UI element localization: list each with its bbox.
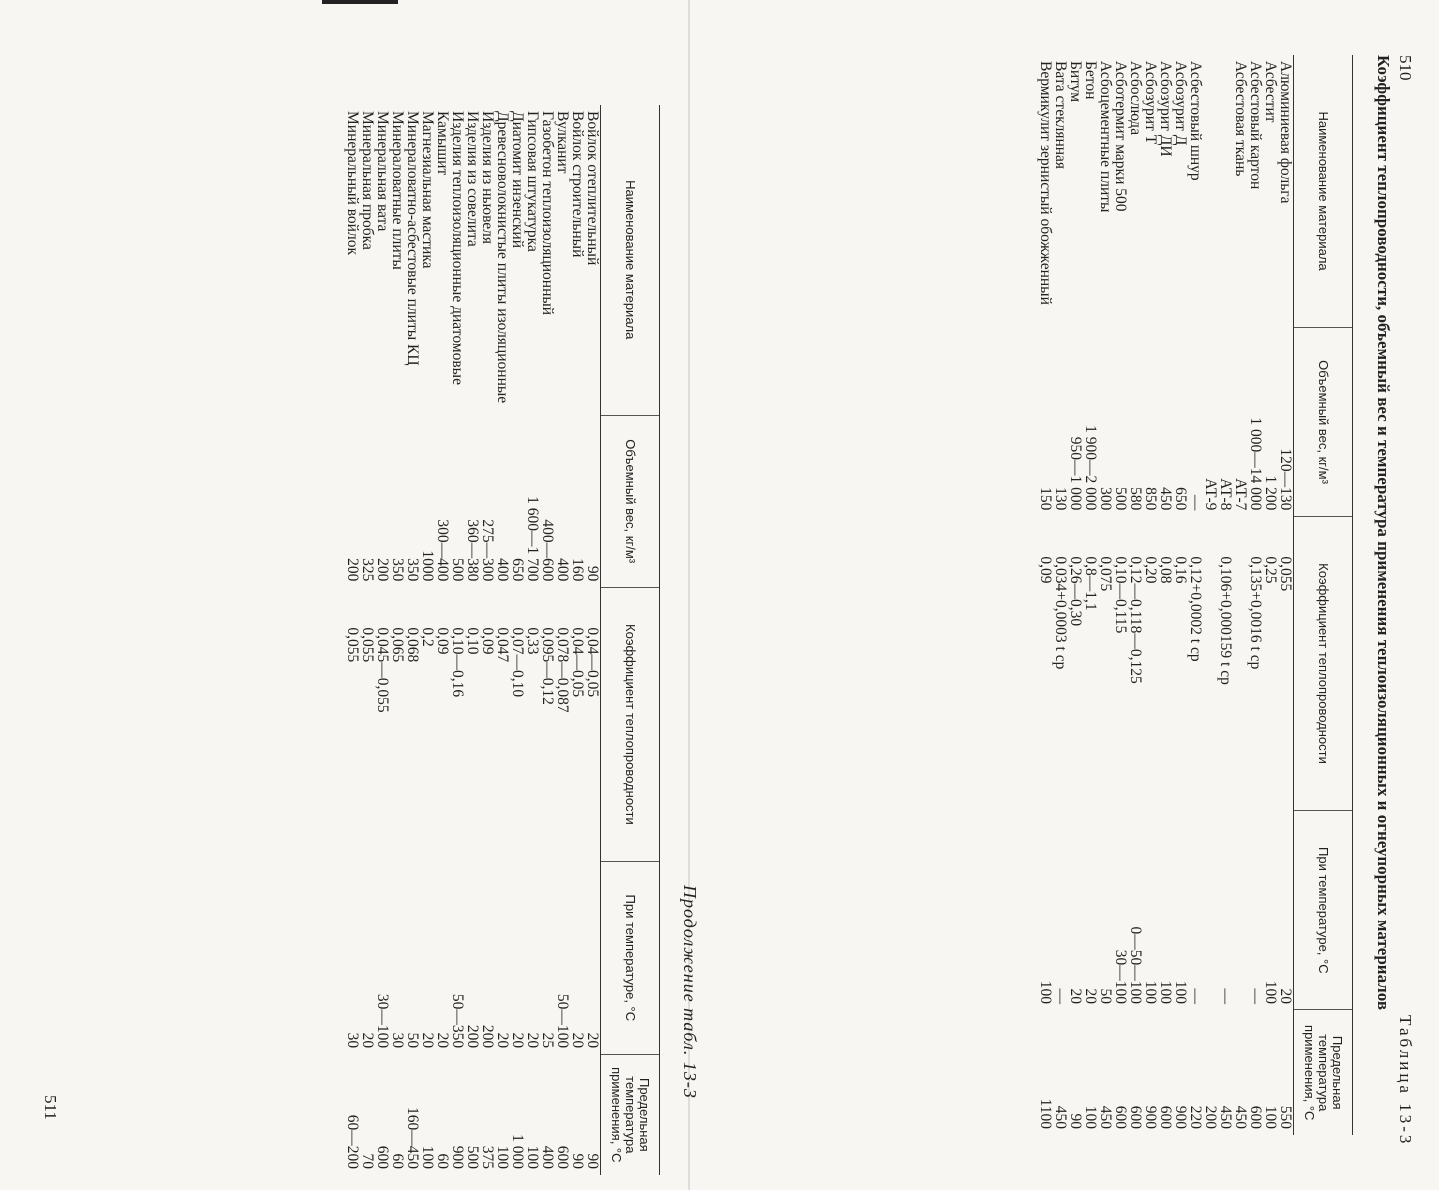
cell-limit: 1 000 <box>509 1134 526 1169</box>
cell-coef: 0,12—0,118—0,125 <box>1127 556 1144 684</box>
table-row <box>1038 55 1053 1135</box>
cell-limit: 70 <box>359 1153 376 1169</box>
cell-name: Асбестовый картон <box>1247 61 1264 190</box>
material-table <box>1038 55 1353 1135</box>
cell-limit: 450 <box>1097 1105 1114 1129</box>
table-row <box>435 105 450 1175</box>
cell-temp <box>1233 811 1248 1010</box>
cell-density: 200 <box>344 558 361 582</box>
table-row <box>510 105 525 1175</box>
cell-coef: 0,25 <box>1262 556 1279 584</box>
cell-temp: — <box>1247 988 1264 1004</box>
cell-temp: 20 <box>524 1032 541 1049</box>
cell-limit: 450 <box>1232 1105 1249 1129</box>
cell-name: Войлок строительный <box>569 111 586 258</box>
header-limit: Предельная температура применения, °С <box>1294 1010 1353 1135</box>
cell-coef: 0,135+0,0016 t ср <box>1247 556 1264 670</box>
table-row <box>1113 55 1128 1135</box>
cell-temp: 100 <box>1262 980 1279 1004</box>
cell-limit: 600 <box>374 1145 391 1169</box>
cell-density: 350 <box>389 558 406 582</box>
cell-coef <box>1233 516 1248 810</box>
table-row <box>1248 55 1263 1135</box>
cell-temp: 20 <box>509 1032 526 1049</box>
header-name: Наименование материала <box>601 105 660 415</box>
cell-name: Бетон <box>1082 61 1099 100</box>
cell-density: 1 000—14 000 <box>1247 417 1264 511</box>
cell-name: Асбестовый шнур <box>1187 61 1204 181</box>
cell-density: 580 <box>1127 487 1144 511</box>
table-row <box>450 105 465 1175</box>
cell-limit: 600 <box>1127 1105 1144 1129</box>
cell-density: 1000 <box>419 550 436 582</box>
table-row <box>585 105 601 1175</box>
cell-name: Асбослюда <box>1127 61 1144 136</box>
cell-density: — <box>1187 494 1204 511</box>
cell-coef: 0,065 <box>389 627 406 663</box>
cell-temp: 50 <box>1097 988 1114 1004</box>
table-row <box>1218 55 1233 1135</box>
cell-coef: 0,09 <box>479 627 496 655</box>
table-title: Коэффициент теплопроводности, объемный вес и температура применения теплоизоляционных и огнеупорных материалов <box>1374 55 1393 1011</box>
cell-coef: 0,10 <box>464 627 481 655</box>
cell-density: АТ-9 <box>1202 478 1219 511</box>
cell-coef: 0,8—1,1 <box>1082 556 1099 611</box>
cell-name: Асбозурит Д <box>1172 61 1189 146</box>
cell-limit: 1100 <box>1037 1098 1054 1129</box>
cell-coef: 0,10—0,16 <box>449 627 466 698</box>
cell-coef: 0,068 <box>404 627 421 663</box>
cell-name <box>1218 55 1233 328</box>
page-510 <box>770 55 1415 1165</box>
cell-coef: 0,10—0,115 <box>1112 556 1129 634</box>
cell-temp: 20 <box>359 1032 376 1049</box>
cell-density: АТ-7 <box>1232 478 1249 511</box>
cell-limit: 60 <box>434 1153 451 1169</box>
cell-density: 90 <box>584 565 601 582</box>
table-row <box>1068 55 1083 1135</box>
cell-temp: 30—100 <box>374 993 391 1049</box>
cell-temp: 100 <box>1157 980 1174 1004</box>
scan-mark <box>322 0 398 4</box>
table-row <box>465 105 480 1175</box>
cell-temp <box>1203 811 1218 1010</box>
cell-name: Вулканит <box>554 111 571 174</box>
cell-limit: 600 <box>554 1145 571 1169</box>
table-row <box>345 105 360 1175</box>
cell-temp: — <box>1052 988 1069 1004</box>
cell-name: Гипсовая штукатурка <box>524 111 541 252</box>
table-row <box>540 105 555 1175</box>
cell-temp: 30 <box>389 1032 406 1049</box>
table-row <box>495 105 510 1175</box>
cell-name: Магнезиальная мастика <box>419 111 436 269</box>
cell-density: 450 <box>1157 487 1174 511</box>
cell-density: 325 <box>359 558 376 582</box>
cell-coef: 0,055 <box>359 627 376 663</box>
cell-limit: 220 <box>1187 1105 1204 1129</box>
cell-limit: 90 <box>584 1153 601 1169</box>
cell-temp: 200 <box>479 1024 496 1049</box>
cell-density: 1 200 <box>1262 475 1279 511</box>
cell-limit: 90 <box>1067 1113 1084 1129</box>
cell-limit: 900 <box>1172 1105 1189 1129</box>
table-row <box>390 105 405 1175</box>
cell-temp: 20 <box>419 1032 436 1049</box>
cell-temp: 50 <box>404 1032 421 1049</box>
cell-temp: 20 <box>1067 988 1084 1004</box>
cell-name: Минераловатные плиты <box>389 111 406 270</box>
cell-density: 650 <box>1172 487 1189 511</box>
cell-temp: 20 <box>434 1032 451 1049</box>
table-row <box>1083 55 1098 1135</box>
table-row <box>1203 55 1218 1135</box>
cell-coef: 0,047 <box>494 627 511 663</box>
header-name: Наименование материала <box>1294 55 1353 328</box>
cell-coef: 0,09 <box>434 627 451 655</box>
page-number: 510 <box>1396 55 1415 81</box>
cell-limit: 600 <box>1112 1105 1129 1129</box>
cell-temp: 20 <box>494 1032 511 1049</box>
cell-temp: 25 <box>539 1032 556 1049</box>
cell-temp: 30—100 <box>1112 949 1129 1004</box>
cell-coef: 0,078—0,087 <box>554 627 571 713</box>
cell-name: Диатомит инзенский <box>509 111 526 249</box>
cell-density: 400—600 <box>539 519 556 582</box>
table-header-row <box>1294 55 1353 1135</box>
cell-coef: 0,04—0,05 <box>584 627 601 698</box>
cell-name: Асбоцементные плиты <box>1097 61 1114 213</box>
cell-coef: 0,33 <box>524 627 541 655</box>
cell-name: Асбозурит ДИ <box>1157 61 1174 157</box>
cell-name: Асбозурит Т <box>1142 61 1159 145</box>
cell-temp: 30 <box>344 1032 361 1049</box>
header-temp: При температуре, °С <box>1294 811 1353 1010</box>
cell-density: 1 900—2 000 <box>1082 425 1099 511</box>
cell-name: Камышит <box>434 111 451 176</box>
table-row <box>480 105 495 1175</box>
cell-coef: 0,20 <box>1142 556 1159 584</box>
cell-name: Минеральная вата <box>374 111 391 232</box>
cell-limit: 450 <box>1217 1105 1234 1129</box>
table-row <box>405 105 420 1175</box>
cell-name: Древесноволокнистые плиты изоляционные <box>494 111 511 404</box>
table-row <box>555 105 570 1175</box>
table-row <box>360 105 375 1175</box>
cell-limit: 100 <box>419 1145 436 1169</box>
cell-coef: 0,16 <box>1172 556 1189 584</box>
cell-temp: — <box>1187 988 1204 1004</box>
table-row <box>1143 55 1158 1135</box>
cell-temp: 20 <box>1082 988 1099 1004</box>
cell-coef: 0,2 <box>419 627 436 647</box>
cell-density: 275—300 <box>479 519 496 582</box>
cell-coef: 0,075 <box>1097 556 1114 592</box>
cell-density: 950—1 000 <box>1067 436 1084 511</box>
cell-name: Минеральный войлок <box>344 111 361 255</box>
table-row <box>1158 55 1173 1135</box>
cell-temp: 50—100 <box>554 993 571 1049</box>
cell-density: 400 <box>554 558 571 582</box>
cell-limit: 100 <box>524 1145 541 1169</box>
cell-coef: 0,07—0,10 <box>509 627 526 698</box>
cell-limit: 900 <box>449 1145 466 1169</box>
cell-coef: 0,26—0,30 <box>1067 556 1084 627</box>
page-511 <box>10 55 700 1169</box>
cell-temp: 200 <box>464 1024 481 1049</box>
cell-limit: 400 <box>539 1145 556 1169</box>
cell-coef: 0,08 <box>1157 556 1174 584</box>
cell-temp: 20 <box>569 1032 586 1049</box>
header-coef: Коэффициент теплопроводности <box>1294 516 1353 810</box>
header-limit: Предельная температура применения, °С <box>601 1054 660 1175</box>
table-row <box>525 105 540 1175</box>
cell-name: Войлок отеплительный <box>584 111 601 266</box>
cell-density: 1 600—1 700 <box>524 496 541 582</box>
table-row <box>570 105 585 1175</box>
cell-limit: 500 <box>464 1145 481 1169</box>
cell-coef: 0,106+0,000159 t ср <box>1217 556 1234 685</box>
table-row <box>1263 55 1278 1135</box>
cell-limit: 600 <box>1247 1105 1264 1129</box>
cell-density: 300 <box>1097 487 1114 511</box>
cell-coef: 0,034+0,0003 t ср <box>1052 556 1069 670</box>
table-row <box>1173 55 1188 1135</box>
cell-density: 130 <box>1052 487 1069 511</box>
table-header-row <box>601 105 660 1175</box>
table-row <box>1188 55 1203 1135</box>
cell-limit: 450 <box>1052 1105 1069 1129</box>
cell-name: Минеральная пробка <box>359 111 376 250</box>
header-density: Объемный вес, кг/м³ <box>1294 328 1353 517</box>
cell-coef: 0,09 <box>1037 556 1054 584</box>
cell-limit: 100 <box>494 1145 511 1169</box>
cell-name: Газобетон теплоизоляционный <box>539 111 556 316</box>
cell-coef: 0,04—0,05 <box>569 627 586 698</box>
cell-density: 120—130 <box>1277 448 1294 511</box>
cell-temp: 100 <box>1142 980 1159 1004</box>
cell-name: Асбестит <box>1262 61 1279 123</box>
cell-density: 650 <box>509 558 526 582</box>
cell-limit: 160—450 <box>404 1107 421 1169</box>
cell-density: 150 <box>1037 487 1054 511</box>
cell-name: Изделия теплоизоляционные диатомовые <box>449 111 466 385</box>
cell-limit: 200 <box>1202 1105 1219 1129</box>
cell-density: АТ-8 <box>1217 478 1234 511</box>
cell-limit: 100 <box>1262 1105 1279 1129</box>
cell-limit: 600 <box>1157 1105 1174 1129</box>
cell-temp: 0—50—100 <box>1127 926 1144 1004</box>
cell-name: Вата стеклянная <box>1052 61 1069 170</box>
cell-name <box>1203 55 1218 328</box>
table-row <box>1278 55 1294 1135</box>
cell-temp: 20 <box>584 1032 601 1049</box>
cell-limit: 60 <box>389 1153 406 1169</box>
cell-density: 160 <box>569 558 586 582</box>
table-row <box>1128 55 1143 1135</box>
cell-coef: 0,055 <box>1277 556 1294 592</box>
cell-name: Вермикулит зернистый обожженный <box>1037 61 1054 305</box>
cell-temp: — <box>1217 988 1234 1004</box>
cell-density: 360—380 <box>464 519 481 582</box>
cell-name: Асботермит марки 500 <box>1112 61 1129 212</box>
cell-name: Изделия из ньювеля <box>479 111 496 245</box>
table-label: Таблица 13-3 <box>1396 1015 1415 1147</box>
cell-name: Алюминиевая фольга <box>1277 61 1294 204</box>
cell-density: 400 <box>494 558 511 582</box>
table-row <box>1098 55 1113 1135</box>
table-row <box>1233 55 1248 1135</box>
table-row <box>420 105 435 1175</box>
table-row <box>375 105 390 1175</box>
cell-density: 200 <box>374 558 391 582</box>
cell-limit: 900 <box>1142 1105 1159 1129</box>
cell-density: 850 <box>1142 487 1159 511</box>
material-table-continued <box>345 105 660 1175</box>
cell-coef: 0,045—0,055 <box>374 627 391 713</box>
cell-temp: 50—350 <box>449 993 466 1049</box>
page-number: 511 <box>41 1095 60 1120</box>
cell-density: 500 <box>449 558 466 582</box>
header-temp: При температуре, °С <box>601 862 660 1055</box>
cell-temp: 100 <box>1172 980 1189 1004</box>
cell-coef: 0,055 <box>344 627 361 663</box>
cell-limit: 60—200 <box>344 1114 361 1169</box>
cell-limit: 100 <box>1082 1105 1099 1129</box>
cell-density: 350 <box>404 558 421 582</box>
cell-name: Изделия из совелита <box>464 111 481 247</box>
cell-coef <box>1203 516 1218 810</box>
cell-limit: 550 <box>1277 1105 1294 1129</box>
cell-limit: 90 <box>569 1153 586 1169</box>
cell-coef: 0,095—0,12 <box>539 627 556 705</box>
cell-temp: 20 <box>1277 988 1294 1004</box>
cell-limit: 375 <box>479 1145 496 1169</box>
cell-density: 300—400 <box>434 519 451 582</box>
cell-name: Битум <box>1067 61 1084 103</box>
cell-coef: 0,12+0,0002 t ср <box>1187 556 1204 662</box>
cell-density: 500 <box>1112 487 1129 511</box>
table-row <box>1053 55 1068 1135</box>
cell-name: Асбестовая ткань <box>1232 61 1249 177</box>
cell-name: Минераловатно-асбестовые плиты КЦ <box>404 111 421 366</box>
header-density: Объемный вес, кг/м³ <box>601 415 660 587</box>
header-coef: Коэффициент теплопроводности <box>601 587 660 861</box>
cell-temp: 100 <box>1037 980 1054 1004</box>
continuation-label: Продолжение табл. 13-3 <box>680 885 700 1099</box>
